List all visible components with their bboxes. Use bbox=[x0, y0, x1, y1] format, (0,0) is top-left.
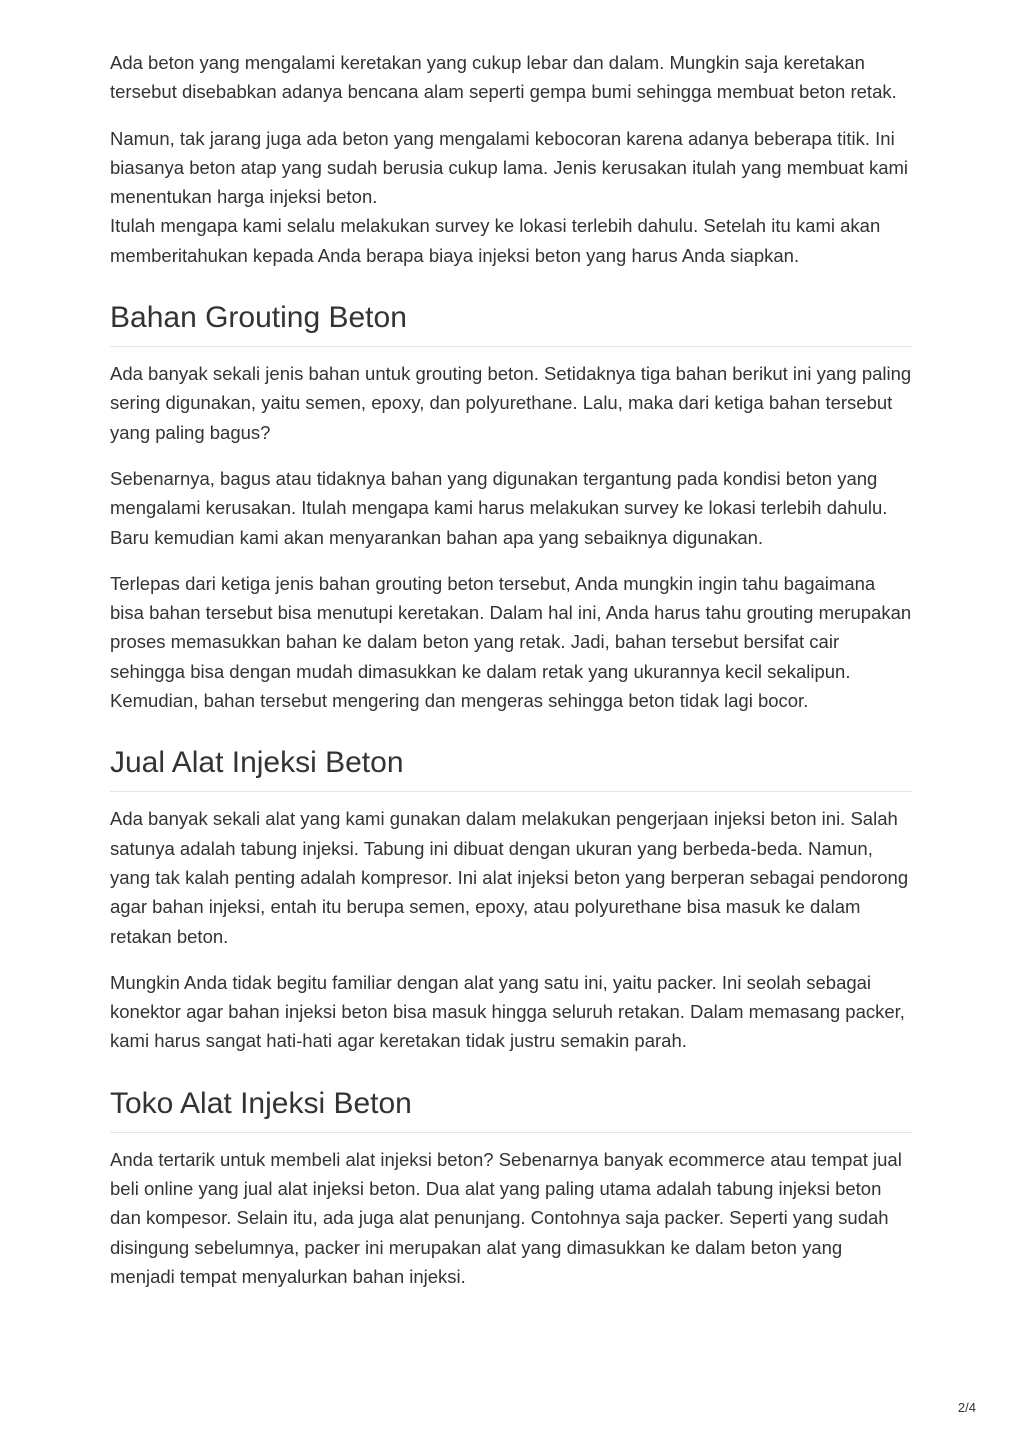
section-heading: Toko Alat Injeksi Beton bbox=[110, 1084, 912, 1133]
page-number: 2/4 bbox=[957, 1400, 976, 1415]
section-paragraph: Ada banyak sekali alat yang kami gunakan dalam melakukan pengerjaan injeksi beton ini. Salah satunya adalah tabung injeksi. Tabung ini dibuat dengan ukuran yang berbeda-beda. Namun, yang tak kalah penting adalah kompresor. Ini alat injeksi beton yang berperan sebagai pendorong agar bahan injeksi, entah itu berupa semen, epoxy, atau polyurethane bisa masuk ke dalam retakan beton. bbox=[110, 808, 909, 947]
section-bahan-grouting bbox=[110, 298, 912, 715]
section-paragraph: Ada banyak sekali jenis bahan untuk grouting beton. Setidaknya tiga bahan berikut ini yang paling sering digunakan, yaitu semen, epoxy, dan polyurethane. Lalu, maka dari ketiga bahan tersebut yang paling bagus? bbox=[110, 363, 912, 443]
section-paragraph: Sebenarnya, bagus atau tidaknya bahan yang digunakan tergantung pada kondisi beton yang mengalami kerusakan. Itulah mengapa kami harus melakukan survey ke lokasi terlebih dahulu. Baru kemudian kami akan menyarankan bahan apa yang sebaiknya digunakan. bbox=[110, 467, 888, 548]
section-heading: Jual Alat Injeksi Beton bbox=[110, 743, 912, 792]
section-heading: Bahan Grouting Beton bbox=[110, 298, 912, 347]
section-toko-alat bbox=[110, 1084, 912, 1291]
intro-paragraph-1: Ada beton yang mengalami keretakan yang cukup lebar dan dalam. Mungkin saja keretakan tersebut disebabkan adanya bencana alam seperti gempa bumi sehingga membuat beton retak. bbox=[110, 52, 897, 103]
document-page bbox=[110, 48, 912, 1291]
section-paragraph: Terlepas dari ketiga jenis bahan grouting beton tersebut, Anda mungkin ingin tahu bagaimana bisa bahan tersebut bisa menutupi keretakan. Dalam hal ini, Anda harus tahu grouting merupakan proses memasukkan bahan ke dalam beton yang retak. Jadi, bahan tersebut bersifat cair sehingga bisa dengan mudah dimasukkan ke dalam retak yang ukurannya kecil sekalipun. Kemudian, bahan tersebut mengering dan mengeras sehingga beton tidak lagi bocor. bbox=[110, 572, 912, 712]
intro-paragraph-3: Itulah mengapa kami selalu melakukan survey ke lokasi terlebih dahulu. Setelah itu kami akan memberitahukan kepada Anda berapa biaya injeksi beton yang harus Anda siapkan. bbox=[110, 215, 881, 266]
intro-paragraph-2: Namun, tak jarang juga ada beton yang mengalami kebocoran karena adanya beberapa titik. Ini biasanya beton atap yang sudah berusia cukup lama. Jenis kerusakan itulah yang membuat kami menentukan harga injeksi beton. bbox=[110, 127, 909, 208]
section-jual-alat bbox=[110, 743, 912, 1055]
section-paragraph: Mungkin Anda tidak begitu familiar dengan alat yang satu ini, yaitu packer. Ini seolah sebagai konektor agar bahan injeksi beton bisa masuk hingga seluruh retakan. Dalam memasang packer, kami harus sangat hati-hati agar keretakan tidak justru semakin parah. bbox=[110, 971, 905, 1052]
section-paragraph: Anda tertarik untuk membeli alat injeksi beton? Sebenarnya banyak ecommerce atau tempat jual beli online yang jual alat injeksi beton. Dua alat yang paling utama adalah tabung injeksi beton dan kompesor. Selain itu, ada juga alat penunjang. Contohnya saja packer. Seperti yang sudah disingung sebelumnya, packer ini merupakan alat yang dimasukkan ke dalam beton yang menjadi tempat menyalurkan bahan injeksi. bbox=[110, 1148, 902, 1287]
intro-paragraph-2-block bbox=[110, 124, 912, 270]
